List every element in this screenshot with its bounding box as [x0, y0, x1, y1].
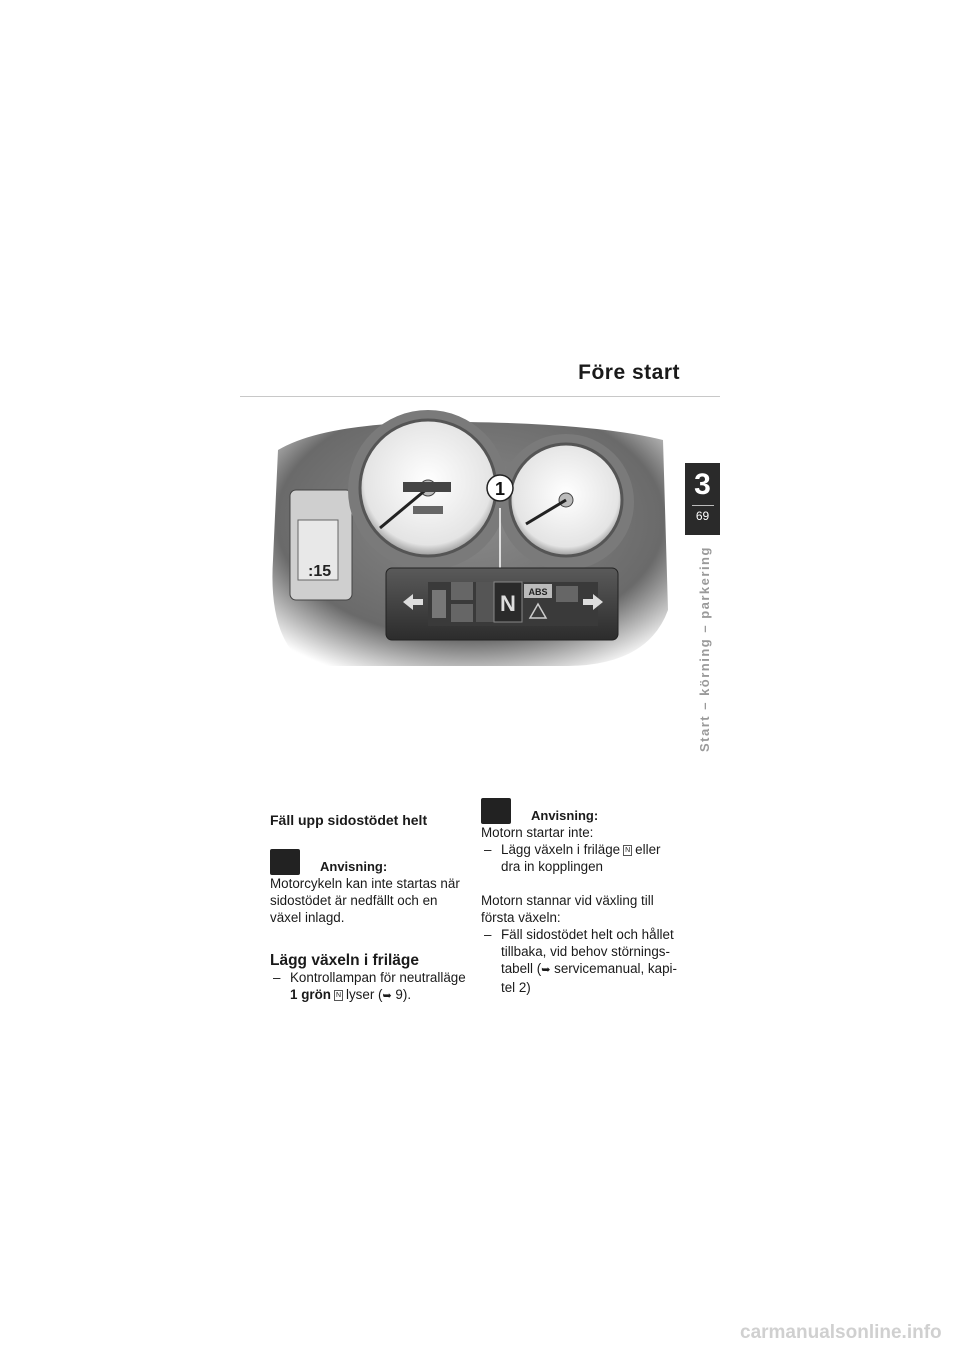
- note-label: Anvisning:: [531, 808, 599, 823]
- neutral-indicator: N: [500, 591, 516, 616]
- left-column: [270, 812, 470, 926]
- heading-side-stand: Fäll upp sidostödet helt: [270, 812, 428, 828]
- note-hand-icon: [481, 798, 511, 824]
- note-hand-icon: [270, 849, 300, 875]
- list-item: – Lägg växeln i friläge N eller dra in kopplingen: [484, 842, 661, 874]
- side-chapter-label: Start – körning – parkering: [697, 546, 712, 752]
- note-text: Motorcykeln kan inte startas när sidostödet är nedfällt och en växel inlagd.: [270, 876, 460, 925]
- neutral-symbol: N: [625, 847, 631, 854]
- note-1: [270, 849, 470, 875]
- header-rule: [240, 396, 720, 397]
- paragraph: Motorn stannar vid växling till första växeln:: [481, 893, 654, 925]
- arrow-icon: ➥: [541, 964, 551, 976]
- chapter-number: 3: [694, 468, 711, 501]
- neutral-symbol: N: [335, 992, 341, 999]
- watermark: carmanualsonline.info: [740, 1322, 942, 1343]
- right-column: [481, 798, 681, 996]
- instrument-cluster-photo: [268, 410, 678, 668]
- list-item: – Fäll sidostödet helt och hållet tillbaka, vid behov störningstabell (➥ servicemanual, kapitel 2): [484, 927, 677, 995]
- note-label: Anvisning:: [320, 859, 388, 874]
- arrow-icon: ➥: [382, 990, 392, 1002]
- page-title: Före start: [578, 361, 680, 384]
- chapter-tab: [685, 463, 720, 535]
- svg-text::15: :15: [308, 563, 332, 580]
- neutral-section: [270, 952, 470, 1005]
- abs-indicator: ABS: [528, 587, 548, 597]
- heading-neutral: Lägg växeln i friläge: [270, 952, 420, 969]
- note-2: [481, 798, 681, 824]
- list-item: – Kontrollampan för neutralläge 1 grön N lyser (➥ 9).: [273, 970, 466, 1002]
- figure-callout-1: 1: [494, 479, 506, 499]
- page-number: 69: [695, 509, 710, 523]
- paragraph: Motorn startar inte:: [481, 825, 594, 840]
